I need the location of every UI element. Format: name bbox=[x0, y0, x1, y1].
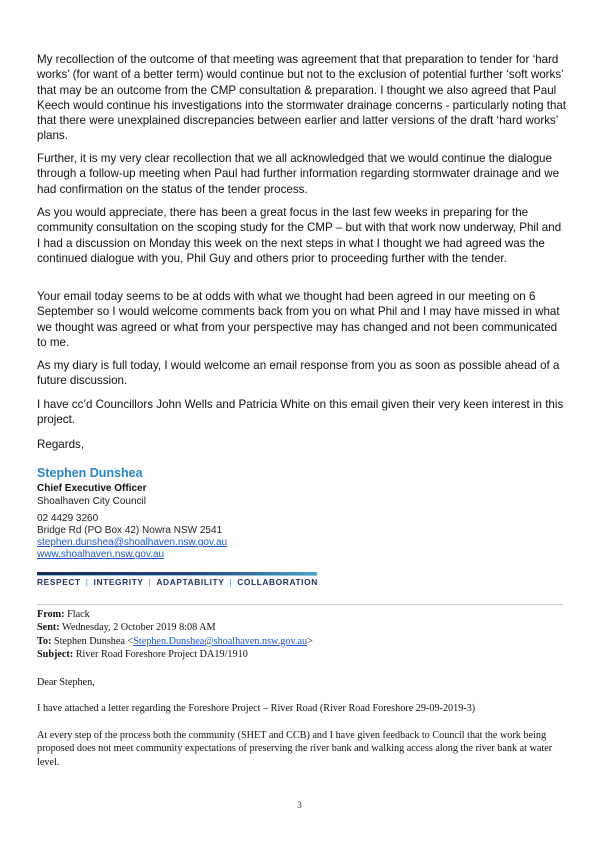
letter-paragraph-4: Your email today seems to be at odds with what we thought had been agreed in our meeting on 6 September so I would welcome comments back from you on what Phil and I may have missed in what we thought was agreed or what from your perspective may has changed and not been communicated to me. bbox=[37, 290, 560, 349]
letter-paragraph-6: I have cc’d Councillors John Wells and Patricia White on this email given their very keen interest in this project. bbox=[37, 398, 564, 427]
email-salutation: Dear Stephen, bbox=[37, 677, 95, 688]
council-values bbox=[37, 577, 318, 587]
values-bar-accent bbox=[37, 575, 317, 576]
letter-paragraph-1: My recollection of the outcome of that meeting was agreement that that preparation to tender for ‘hard works’ (for want of a better term) would continue but not to the exclusion of potential further ‘soft works’ that may be an outcome from the CMP consultation & preparation. I thought we also agreed that Paul Keech would continue his investigations into the stormwater drainage concerns - particularly noting that that there were unexplained discrepancies between earlier and latter versions of the draft ‘hard works’ plans. bbox=[37, 53, 567, 143]
email-body-paragraph-2: At every step of the process both the community (SHET and CCB) and I have given feedback to Council that the work being proposed does not meet community expectations of preserving the river bank and walking access along the river bank at water level. bbox=[37, 730, 553, 768]
email-sent-row bbox=[37, 621, 567, 634]
signature-email-link[interactable]: stephen.dunshea@shoalhaven.nsw.gov.au bbox=[37, 537, 228, 548]
email-divider bbox=[37, 604, 563, 605]
letter-closing: Regards, bbox=[37, 438, 85, 451]
email-from-row bbox=[37, 608, 567, 621]
value-separator: | bbox=[85, 577, 89, 587]
page-number: 3 bbox=[297, 800, 302, 810]
value-integrity: INTEGRITY bbox=[93, 577, 144, 587]
from-label: From: bbox=[37, 609, 65, 620]
value-respect: RESPECT bbox=[37, 577, 81, 587]
letter-paragraph-5: As my diary is full today, I would welcome an email response from you as soon as possible ahead of a future discussion. bbox=[37, 359, 560, 388]
signature-name: Stephen Dunshea bbox=[37, 466, 143, 480]
signature-phone: 02 4429 3260 bbox=[37, 513, 99, 524]
letter-paragraph-2: Further, it is my very clear recollection that we all acknowledged that we would continue the dialogue through a follow-up meeting when Paul had further information regarding stormwater drainage and we had confirmation on the status of the tender process. bbox=[37, 152, 560, 196]
signature-website-link[interactable]: www.shoalhaven.nsw.gov.au bbox=[37, 549, 165, 560]
letter-paragraph-3: As you would appreciate, there has been a great focus in the last few weeks in preparing for the community consultation on the scoping study for the CMP – but with that work now underway, Phil and I had a discussion on Monday this week on the next steps in what I thought we had agreed was the continued dialogue with you, Phil Guy and others prior to proceeding further with the tender. bbox=[37, 206, 562, 265]
value-adaptability: ADAPTABILITY bbox=[156, 577, 225, 587]
signature-title: Chief Executive Officer bbox=[37, 483, 147, 494]
value-separator: | bbox=[148, 577, 152, 587]
sent-label: Sent: bbox=[37, 622, 60, 634]
to-name: Stephen Dunshea bbox=[53, 635, 125, 647]
email-to-row: To: Stephen Dunshea <Stephen.Dunshea@shoalhaven.nsw.gov.au> bbox=[37, 635, 313, 647]
value-collaboration: COLLABORATION bbox=[237, 577, 318, 587]
value-separator: | bbox=[229, 577, 233, 587]
from-value: Flack bbox=[67, 609, 90, 620]
email-header bbox=[37, 608, 567, 662]
email-subject-row bbox=[37, 648, 567, 661]
to-label: To: bbox=[37, 635, 52, 647]
signature-organisation: Shoalhaven City Council bbox=[37, 496, 146, 507]
to-email-link[interactable]: Stephen.Dunshea@shoalhaven.nsw.gov.au bbox=[133, 635, 308, 647]
email-body-paragraph-1: I have attached a letter regarding the Foreshore Project – River Road (River Road Foreshore 29-09-2019-3) bbox=[37, 703, 476, 714]
subject-label: Subject: bbox=[37, 649, 74, 661]
signature-address: Bridge Rd (PO Box 42) Nowra NSW 2541 bbox=[37, 525, 223, 536]
subject-value: River Road Foreshore Project DA19/1910 bbox=[75, 649, 248, 661]
sent-value: Wednesday, 2 October 2019 8:08 AM bbox=[62, 622, 216, 634]
